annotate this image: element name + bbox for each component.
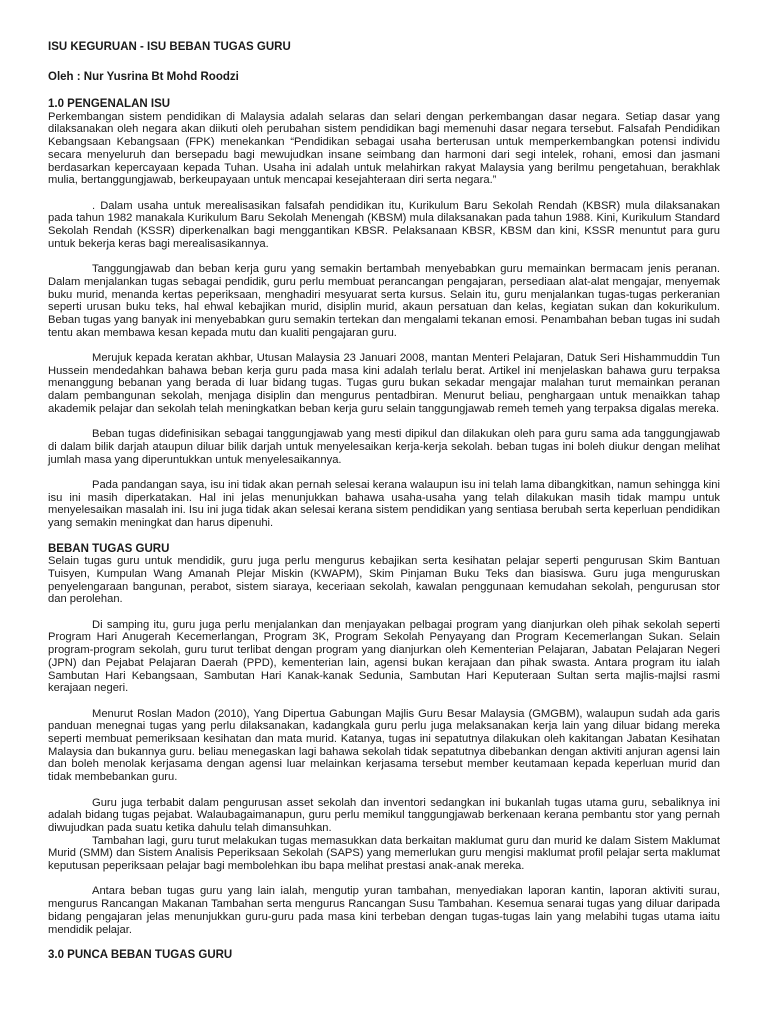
paragraph: Di samping itu, guru juga perlu menjalankan dan menjayakan pelbagai program yang dianjurkan oleh pihak sekolah seperti Program Hari Anugerah Kecemerlangan, Program 3K, Program Sekolah Penyayang dan Program Kecemerlangan Sukan. Selain program-program sekolah, guru turut terlibat dengan program yang dianjurkan oleh Kementerian Pelajaran, Jabatan Pelajaran Negeri (JPN) dan Pejabat Pelajaran Daerah (PPD), kementerian lain, agensi bukan kerajaan dan pihak swasta. Antara program itu ialah Sambutan Hari Kebangsaan, Sambutan Hari Kanak-kanak Sedunia, Sambutan Hari Keputeraan Sultan serta majlis-majlsi rasmi kerajaan negeri. xyxy=(48,618,720,695)
paragraph: Guru juga terbabit dalam pengurusan asset sekolah dan inventori sedangkan ini bukanlah tugas utama guru, sebaliknya ini adalah bidang tugas pejabat. Walaubagaimanapun, guru perlu memikul tanggungjawab berkenaan kerana pembantu stor yang pernah diwujudkan pada suatu ketika dahulu telah dimansuhkan. xyxy=(48,796,720,834)
paragraph: Beban tugas didefinisikan sebagai tanggungjawab yang mesti dipikul dan dilakukan oleh para guru sama ada tanggungjawab di dalam bilik darjah ataupun diluar bilik darjah untuk menyelesaikan kerja-kerja sekolah. beban tugas ini boleh diukur dengan melihat jumlah masa yang diperuntukkan untuk menyelesaikannya. xyxy=(48,428,720,466)
section-heading-beban-tugas: BEBAN TUGAS GURU xyxy=(48,542,170,555)
paragraph: Selain tugas guru untuk mendidik, guru juga perlu mengurus kebajikan serta kesihatan pelajar seperti pengurusan Skim Bantuan Tuisyen, Kumpulan Wang Amanah Plejar Miskin (KWAPM), Skim Pinjaman Buku Teks dan biasiswa. Guru juga menguruskan penyelengaraan bangunan, perabot, sistem siaraya, keceriaan sekolah, kawalan penggunaan kemudahan sekolah, pengurusan stor dan perolehan. xyxy=(48,555,720,606)
paragraph: Menurut Roslan Madon (2010), Yang Dipertua Gabungan Majlis Guru Besar Malaysia (GMGBM), walaupun sudah ada garis panduan menegnai tugas yang perlu dilaksanakan, kadangkala guru perlu juga melaksanakan kerja lain yang diluar bidang mereka seperti membuat pemeriksaan kesihatan dan mata murid. Katanya, tugas ini sepatutnya dilakukan oleh kakitangan Jabatan Kesihatan Malaysia dan bukannya guru. beliau menegaskan lagi bahawa sekolah tidak sepatutnya dibebankan dengan aktiviti anjuran agensi lain dan boleh menolak kerjasama dengan agensi luar melainkan kerjasama tersebut member keutamaan kepada keperluan murid dan tidak membebankan guru. xyxy=(48,707,720,784)
section-heading-punca: 3.0 PUNCA BEBAN TUGAS GURU xyxy=(48,948,233,961)
paragraph: . Dalam usaha untuk merealisasikan falsafah pendidikan itu, Kurikulum Baru Sekolah Rendah (KBSR) mula dilaksanakan pada tahun 1982 manakala Kurikulum Baru Sekolah Menengah (KBSM) mula dilaksanakan pada tahun 1988. Kini, Kurikulum Standard Sekolah Rendah (KSSR) diperkenalkan bagi menggantikan KBSR. Pelaksanaan KBSR, KBSM dan kini, KSSR menuntut para guru untuk bekerja keras bagi merealisasikannya. xyxy=(48,199,720,250)
section-heading-pengenalan: 1.0 PENGENALAN ISU xyxy=(48,98,171,110)
paragraph: Tambahan lagi, guru turut melakukan tugas memasukkan data berkaitan maklumat guru dan murid ke dalam Sistem Maklumat Murid (SMM) dan Sistem Analisis Peperiksaan Sekolah (SAPS) yang memerlukan guru mengisi maklumat profil pelajar serta maklumat keputusan peperiksaan pelajar bagi membolehkan ibu bapa melihat prestasi anak-anak mereka. xyxy=(48,834,720,873)
paragraph: Tanggungjawab dan beban kerja guru yang semakin bertambah menyebabkan guru memainkan bermacam jenis peranan. Dalam menjalankan tugas sebagai pendidik, guru perlu membuat perancangan pengajaran, persediaan alat-alat mengajar, menyemak buku murid, menanda kertas peperiksaan, menghadiri mesyuarat serta kursus. Selain itu, guru menjalankan tugas-tugas perkeranian seperti urusan buku teks, hal ehwal kebajikan murid, disiplin murid, akaun persatuan dan kelas, kegiatan sukan dan kokurikulum. Beban tugas yang banyak ini menyebabkan guru semakin tertekan dan mengalami tekanan emosi. Penambahan beban tugas ini sudah tentu akan membawa kesan kepada mutu dan kualiti pengajaran guru. xyxy=(48,263,720,339)
author-line: Oleh : Nur Yusrina Bt Mohd Roodzi xyxy=(48,71,239,83)
paragraph: Merujuk kepada keratan akhbar, Utusan Malaysia 23 Januari 2008, mantan Menteri Pelajaran, Datuk Seri Hishammuddin Tun Hussein mendedahkan bahawa beban kerja guru pada masa kini adalah terlalu berat. Artikel ini menjelaskan bahawa guru terpaksa menanggung bebanan yang berada di luar bidang tugas. Tugas guru bukan sekadar mengajar malahan turut memainkan peranan dalam pembangunan sekolah, menjaga disiplin dan mengurus pentadbiran. Menurut beliau, penghargaan untuk menaikkan tahap akademik pelajar dan sekolah telah meningkatkan beban kerja guru selain tanggungjawab remeh temeh yang terpaksa digalas mereka. xyxy=(48,352,720,415)
document-title: ISU KEGURUAN - ISU BEBAN TUGAS GURU xyxy=(48,41,291,53)
paragraph: Perkembangan sistem pendidikan di Malaysia adalah selaras dan selari dengan perkembangan dasar negara. Setiap dasar yang dilaksanakan oleh negara akan diikuti oleh perubahan sistem pendidikan bagi memenuhi dasar negara tersebut. Falsafah Pendidikan Kebangsaan Kebangsaan (FPK) menekankan “Pendidikan sebagai usaha berterusan untuk memperkembangkan potensi individu secara menyeluruh dan bersepadu bagi mewujudkan insane seimbang dan harmoni dari segi intelek, rohani, emosi dan jasmani berdasarkan kepercayaan kepada Tuhan. Usaha ini adalah untuk melahirkan rakyat Malaysia yang berilmu pengetahuan, berakhlak mulia, bertanggungjawab, berkeupayaan untuk mencapai kesejahteraan diri serta negara.” xyxy=(48,110,720,187)
paragraph: Antara beban tugas guru yang lain ialah, mengutip yuran tambahan, menyediakan laporan kantin, laporan aktiviti surau, mengurus Rancangan Makanan Tambahan serta mengurus Rancangan Susu Tambahan. Kesemua senarai tugas yang diluar daripada bidang pengajaran jelas menunjukkan guru-guru pada masa kini terbeban dengan tugas-tugas lain yang melabihi tugas utama iaitu mendidik pelajar. xyxy=(48,885,720,936)
paragraph: Pada pandangan saya, isu ini tidak akan pernah selesai kerana walaupun isu ini telah lama dibangkitkan, namun sehingga kini isu ini masih diperkatakan. Hal ini jelas menunjukkan bahawa usaha-usaha yang telah dilakukan masih tidak mampu untuk menyelesaikan masalah ini. Isu ini juga tidak akan selesai kerana sistem pendidikan yang sentiasa berubah serta keperluan pendidikan yang semakin meningkat dan harus dipenuhi. xyxy=(48,479,720,530)
